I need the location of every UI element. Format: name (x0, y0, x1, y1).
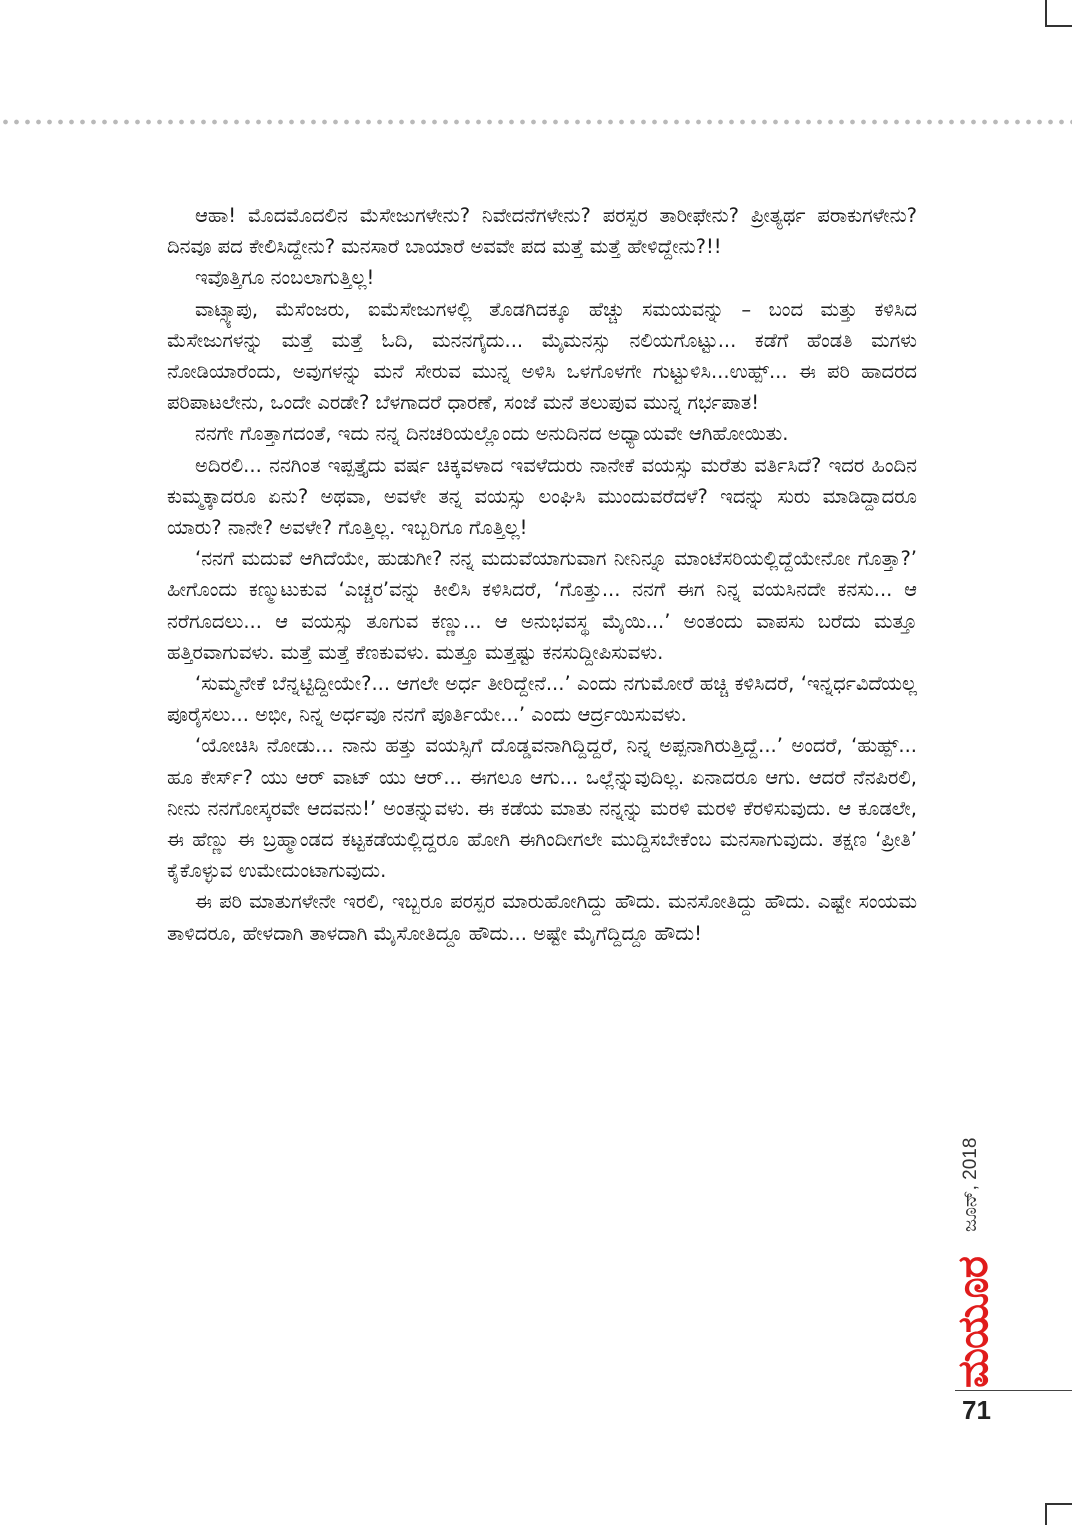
dotted-header-rule (0, 119, 1072, 125)
footer-rule (955, 1390, 1072, 1391)
paragraph: ಆಹಾ! ಮೊದಮೊದಲಿನ ಮೆಸೇಜುಗಳೇನು? ನಿವೇದನೆಗಳೇನು? ಪರಸ್ಪರ ತಾರೀಫೇನು? ಪ್ರೀತ್ಯರ್ಥ ಪರಾಕುಗಳೇನು? ದಿನವೂ ಪದ ಕೇಲಿಸಿದ್ದೇನು? ಮನಸಾರೆ ಬಾಯಾರೆ ಅವವೇ ಪದ ಮತ್ತೆ ಮತ್ತೆ ಹೇಳಿದ್ದೇನು?!! (167, 204, 917, 259)
issue-date: ಜೂನ್, 2018 (960, 1137, 981, 1232)
paragraph: ‘ಸುಮ್ಮನೇಕೆ ಬೆನ್ನಟ್ಟಿದ್ದೀಯೇ?... ಆಗಲೇ ಅರ್ಧ ತೀರಿದ್ದೇನೆ...’ ಎಂದು ನಗುಮೋರೆ ಹಚ್ಚಿ ಕಳಿಸಿದರೆ, ‘ಇನ್ನರ್ಧವಿದೆಯಲ್ಲ ಪೂರೈಸಲು... ಅಭೀ, ನಿನ್ನ ಅರ್ಧವೂ ನನಗೆ ಪೂರ್ತಿಯೇ...’ ಎಂದು ಆರ್ದ್ರಯಿಸುವಳು. (167, 672, 917, 727)
paragraph: ವಾಟ್ಸ್ಯಾಪು, ಮೆಸೆಂಜರು, ಐಮೆಸೇಜುಗಳಲ್ಲಿ ತೊಡಗಿದಕ್ಕೂ ಹೆಚ್ಚು ಸಮಯವನ್ನು – ಬಂದ ಮತ್ತು ಕಳಿಸಿದ ಮೆಸೇಜುಗಳನ್ನು ಮತ್ತೆ ಮತ್ತೆ ಓದಿ, ಮನನಗೈದು... ಮೈಮನಸ್ಸು ನಲಿಯಗೊಟ್ಟು... ಕಡೆಗೆ ಹೆಂಡತಿ ಮಗಳು ನೋಡಿಯಾರೆಂದು, ಅವುಗಳನ್ನು ಮನೆ ಸೇರುವ ಮುನ್ನ ಅಳಿಸಿ ಒಳಗೊಳಗೇ ಗುಟ್ಟುಳಿಸಿ...ಉಹ್ಪ್... ಈ ಪರಿ ಹಾದರದ ಪರಿಪಾಟಲೇನು, ಒಂದೇ ಎರಡೇ? ಬೆಳಗಾದರೆ ಧಾರಣೆ, ಸಂಜೆ ಮನೆ ತಲುಪುವ ಮುನ್ನ ಗರ್ಭಪಾತ! (167, 297, 917, 415)
paragraph: ‘ನನಗೆ ಮದುವೆ ಆಗಿದೆಯೇ, ಹುಡುಗೀ? ನನ್ನ ಮದುವೆಯಾಗುವಾಗ ನೀನಿನ್ನೂ ಮಾಂಟೆಸರಿಯಲ್ಲಿದ್ದೆಯೇನೋ ಗೊತ್ತಾ?’ ಹೀಗೊಂದು ಕಣ್ಮುಟುಕುವ ‘ಎಚ್ಚರ’ವನ್ನು ಕೀಲಿಸಿ ಕಳಿಸಿದರೆ, ‘ಗೊತ್ತು... ನನಗೆ ಈಗ ನಿನ್ನ ವಯಸಿನದೇ ಕನಸು... ಆ ನರೆಗೂದಲು... ಆ ವಯಸ್ಸು ತೂಗುವ ಕಣ್ಣು... ಆ ಅನುಭವಸ್ಥ ಮೈಯಿ...’ ಅಂತಂದು ವಾಪಸು ಬರೆದು ಮತ್ತೂ ಹತ್ತಿರವಾಗುವಳು. ಮತ್ತೆ ಮತ್ತೆ ಕೆಣಕುವಳು. ಮತ್ತೂ ಮತ್ತಷ್ಟು ಕನಸುದ್ದೀಪಿಸುವಳು. (167, 547, 917, 664)
crop-mark-top (1045, 0, 1072, 27)
magazine-logo: ಮಯೂರ (948, 1257, 997, 1388)
paragraph: ‘ಯೋಚಿಸಿ ನೋಡು... ನಾನು ಹತ್ತು ವಯಸ್ಸಿಗೆ ದೊಡ್ಡವನಾಗಿದ್ದಿದ್ದರೆ, ನಿನ್ನ ಅಪ್ಪನಾಗಿರುತ್ತಿದ್ದೆ...’ ಅಂದರೆ, ‘ಹುಹ್ಪ್... ಹೂ ಕೇರ್ಸ್? ಯು ಆರ್ ವಾಟ್ ಯು ಆರ್... ಈಗಲೂ ಆಗು... ಒಲ್ಲೆನ್ನುವುದಿಲ್ಲ. ಏನಾದರೂ ಆಗು. ಆದರೆ ನೆನಪಿರಲಿ, ನೀನು ನನಗೋಸ್ಕರವೇ ಆದವನು!’ ಅಂತನ್ನುವಳು. ಈ ಕಡೆಯ ಮಾತು ನನ್ನನ್ನು ಮರಳಿ ಮರಳಿ ಕೆರಳಿಸುವುದು. ಆ ಕೂಡಲೇ, ಈ ಹೆಣ್ಣು ಈ ಬ್ರಹ್ಮಾಂಡದ ಕಟ್ಟಕಡೆಯಲ್ಲಿದ್ದರೂ ಹೋಗಿ ಈಗಿಂದೀಗಲೇ ಮುದ್ದಿಸಬೇಕೆಂಬ ಮನಸಾಗುವುದು. ತಕ್ಷಣ ‘ಪ್ರೀತಿ’ ಕೈಕೊಳ್ಳುವ ಉಮೇದುಂಟಾಗುವುದು. (167, 734, 917, 883)
paragraph: ಅದಿರಲಿ... ನನಗಿಂತ ಇಪ್ಪತ್ತೈದು ವರ್ಷ ಚಿಕ್ಕವಳಾದ ಇವಳೆದುರು ನಾನೇಕೆ ವಯಸ್ಸು ಮರೆತು ವರ್ತಿಸಿದೆ? ಇದರ ಹಿಂದಿನ ಕುಮ್ಮಕ್ಕಾದರೂ ಏನು? ಅಥವಾ, ಅವಳೇ ತನ್ನ ವಯಸ್ಸು ಲಂಘಿಸಿ ಮುಂದುವರೆದಳೆ? ಇದನ್ನು ಸುರು ಮಾಡಿದ್ದಾದರೂ ಯಾರು? ನಾನೇ? ಅವಳೇ? ಗೊತ್ತಿಲ್ಲ. ಇಬ್ಬರಿಗೂ ಗೊತ್ತಿಲ್ಲ! (167, 453, 917, 540)
paragraph: ಈ ಪರಿ ಮಾತುಗಳೇನೇ ಇರಲಿ, ಇಬ್ಬರೂ ಪರಸ್ಪರ ಮಾರುಹೋಗಿದ್ದು ಹೌದು. ಮನಸೋತಿದ್ದು ಹೌದು. ಎಷ್ಟೇ ಸಂಯಮ ತಾಳಿದರೂ, ಹೇಳದಾಗಿ ತಾಳದಾಗಿ ಮೈಸೋತಿದ್ದೂ ಹೌದು... ಅಷ್ಟೇ ಮೈಗೆದ್ದಿದ್ದೂ ಹೌದು! (167, 890, 917, 945)
paragraph: ನನಗೇ ಗೊತ್ತಾಗದಂತೆ, ಇದು ನನ್ನ ದಿನಚರಿಯಲ್ಲೊಂದು ಅನುದಿನದ ಅಧ್ಯಾಯವೇ ಆಗಿಹೋಯಿತು. (195, 422, 789, 446)
article-body (167, 200, 917, 949)
crop-mark-bottom (1045, 1503, 1072, 1525)
paragraph: ಇವೊತ್ತಿಗೂ ನಂಬಲಾಗುತ್ತಿಲ್ಲ! (195, 266, 375, 290)
page-number: 71 (962, 1395, 991, 1425)
